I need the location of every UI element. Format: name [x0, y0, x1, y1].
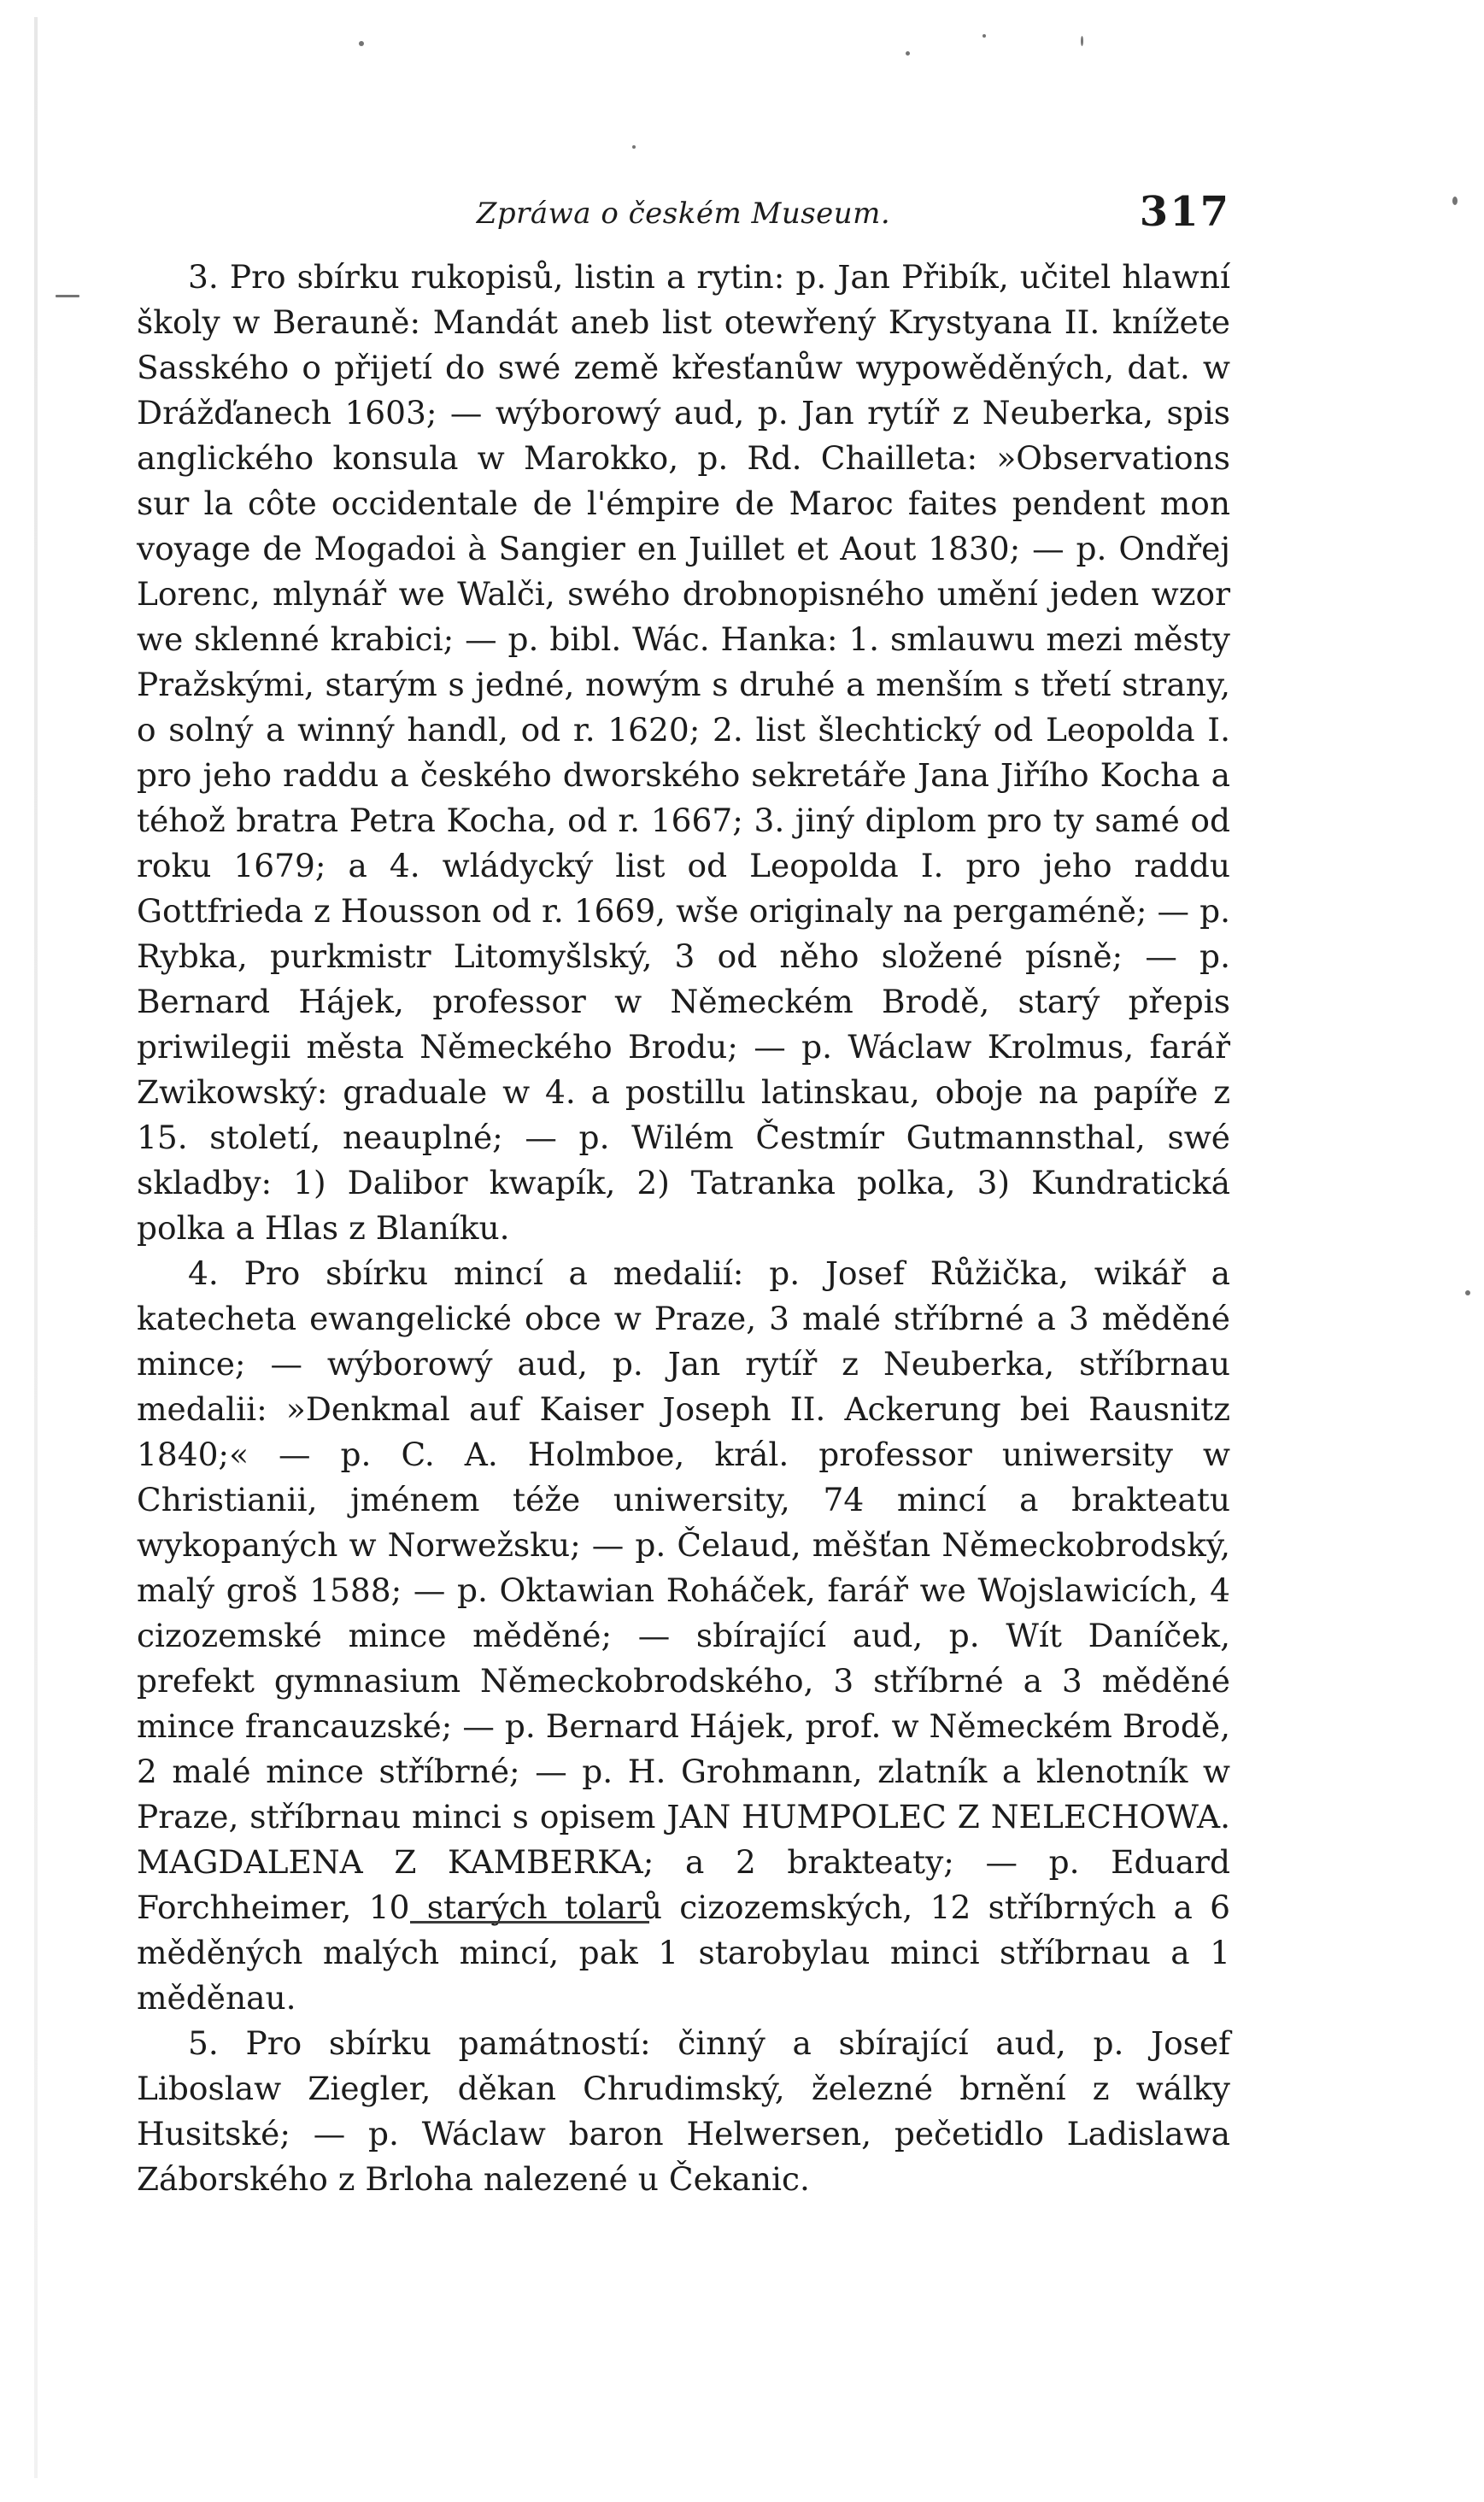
book-page	[137, 171, 1230, 2202]
running-head	[137, 171, 1230, 239]
scan-speck	[906, 51, 910, 56]
scan-speck	[359, 41, 364, 46]
paragraph-manuscripts: 3. Pro sbírku rukopisů, listin a rytin: p. Jan Přibík, učitel hlawní školy w Berauně: Mandát aneb list otewřený Krystyana II. knížete Sasského o přijetí do swé země křesťanůw wypowěděných, dat. w Drážďanech 1603; — wýborowý aud, p. Jan rytíř z Neuberka, spis anglického konsula w Marokko, p. Rd. Chailleta: »Observations sur la côte occidentale de l'émpire de Maroc faites pendent mon voyage de Mogadoi à Sangier en Juillet et Aout 1830; — p. Ondřej Lorenc, mlynář we Walči, swého drobnopisného umění jeden wzor we sklenné krabici; — p. bibl. Wác. Hanka: 1. smlauwu mezi městy Pražskými, starým s jedné, nowým s druhé a menším s třetí strany, o solný a winný handl, od r. 1620; 2. list šlechtický od Leopolda I. pro jeho raddu a českého dworského sekretáře Jana Jiřího Kocha a téhož bratra Petra Kocha, od r. 1667; 3. jiný diplom pro ty samé od roku 1679; a 4. wládycký list od Leopolda I. pro jeho raddu Gottfrieda z Housson od r. 1669, wše originaly na pergaméně; — p. Rybka, purkmistr Litomyšlský, 3 od něho složené písně; — p. Bernard Hájek, professor w Německém Brodě, starý přepis priwilegii města Německého Brodu; — p. Wáclaw Krolmus, farář Zwikowský: graduale w 4. a postillu latinskau, oboje na papíře z 15. století, neauplné; — p. Wilém Čestmír Gutmannsthal, swé skladby: 1) Dalibor kwapík, 2) Tatranka polka, 3) Kundratická polka a Hlas z Blaníku.	[137, 258, 1230, 1247]
scan-edge-shadow	[34, 17, 38, 2478]
scan-speck	[1465, 1290, 1470, 1295]
paragraph-coins: 4. Pro sbírku mincí a medalií: p. Josef Růžička, wikář a katecheta ewangelické obce w Praze, 3 malé stříbrné a 3 měděné mince; — wýborowý aud, p. Jan rytíř z Neuberka, stříbrnau medalii: »Denkmal auf Kaiser Joseph II. Ackerung bei Rausnitz 1840;« — p. C. A. Holmboe, král. professor uniwersity w Christianii, jménem téže uniwersity, 74 mincí a brakteatu wykopaných w Norwežsku; — p. Čelaud, měšťan Německobrodský, malý groš 1588; — p. Oktawian Roháček, farář we Wojslawicích, 4 cizozemské mince měděné; — sbírající aud, p. Wít Daníček, prefekt gymnasium Německobrodského, 3 stříbrné a 3 měděné mince francauzské; — p. Bernard Hájek, prof. w Německém Brodě, 2 malé mince stříbrné; — p. H. Grohmann, zlatník a klenotník w Praze, stříbrnau minci s opisem JAN HUMPOLEC Z NELECHOWA. MAGDALENA Z KAMBERKA; a 2 brakteaty; — p. Eduard Forchheimer, 10 starých tolarů cizozemských, 12 stříbrných a 6 měděných malých mincí, pak 1 starobylau minci stříbrnau a 1 měděnau.	[137, 1254, 1230, 2017]
body-text	[137, 255, 1230, 2202]
paragraph-memorabilia: 5. Pro sbírku památností: činný a sbírající aud, p. Josef Liboslaw Ziegler, děkan Chrudimský, železné brnění z wálky Husitské; — p. Wáclaw baron Helwersen, pečetidlo Ladislawa Záborského z Brloha nalezené u Čekanic.	[137, 2024, 1230, 2198]
scan-speck	[632, 145, 636, 149]
scan-speck	[56, 295, 79, 297]
scan-speck	[982, 34, 986, 38]
scan-speck	[1081, 36, 1083, 46]
scan-speck	[1452, 197, 1458, 205]
section-divider	[410, 1921, 649, 1923]
running-title: Zpráwa o českém Museum.	[476, 197, 891, 231]
page-number: 317	[1139, 188, 1230, 236]
